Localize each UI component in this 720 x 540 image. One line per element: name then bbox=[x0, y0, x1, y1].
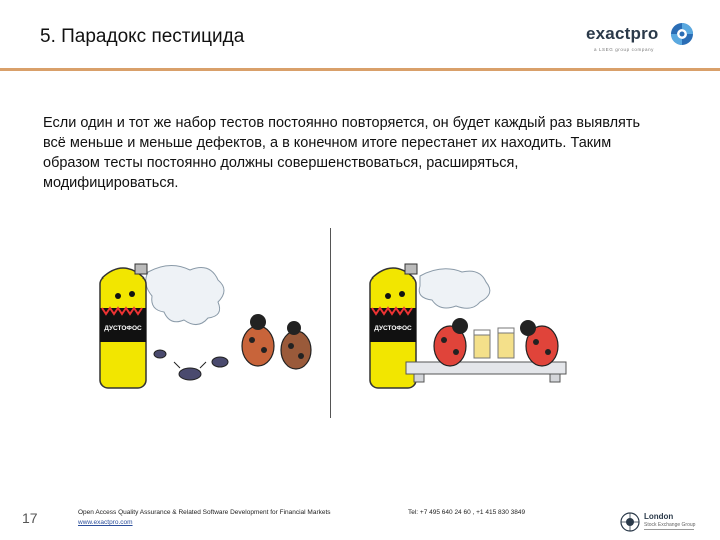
lse-subtitle: Stock Exchange Group bbox=[644, 522, 696, 528]
pesticide-spraying-bugs-illustration bbox=[80, 250, 320, 410]
footer-tagline: Open Access Quality Assurance & Related Software Development for Financial Markets bbox=[78, 509, 331, 516]
spray-cloud bbox=[146, 265, 224, 324]
exactpro-logo bbox=[586, 22, 696, 54]
body-paragraph: Если один и тот же набор тестов постоянно повторяется, он будет каждый раз выявлять всё меньше и меньше дефектов, а в конечном итоге перестанет их находить. Таким образом тесты постоянно должны совершенствоваться, расширяться, модифицироваться. bbox=[43, 115, 641, 191]
vertical-divider bbox=[330, 228, 331, 418]
beer-mugs bbox=[474, 328, 514, 358]
dead-bugs bbox=[154, 350, 228, 380]
svg-text:ДУСТОФОС: ДУСТОФОС bbox=[374, 325, 412, 332]
live-bugs bbox=[434, 318, 558, 366]
exactpro-swirl-icon bbox=[670, 22, 694, 46]
bugs-drinking-beer-illustration bbox=[350, 250, 590, 410]
slide-title: 5. Парадокс пестицида bbox=[40, 26, 245, 47]
spray-cloud bbox=[419, 269, 490, 308]
footer-website-link[interactable]: www.exactpro.com bbox=[78, 519, 133, 526]
logo-wordmark: exactpro bbox=[586, 24, 659, 43]
logo-tagline: a LSEG group company bbox=[594, 47, 655, 52]
lse-name: London bbox=[644, 512, 674, 521]
lse-divider bbox=[644, 529, 694, 530]
footer-phone: Tel: +7 495 640 24 60 , +1 415 830 3849 bbox=[408, 509, 526, 516]
lse-group-logo-icon bbox=[620, 512, 640, 532]
spray-can bbox=[100, 264, 147, 388]
svg-text:ДУСТОФОС: ДУСТОФОС bbox=[104, 325, 142, 332]
page-number: 17 bbox=[22, 510, 38, 526]
title-divider bbox=[0, 68, 720, 71]
live-bugs bbox=[242, 314, 311, 369]
lse-group-logo bbox=[620, 512, 700, 534]
